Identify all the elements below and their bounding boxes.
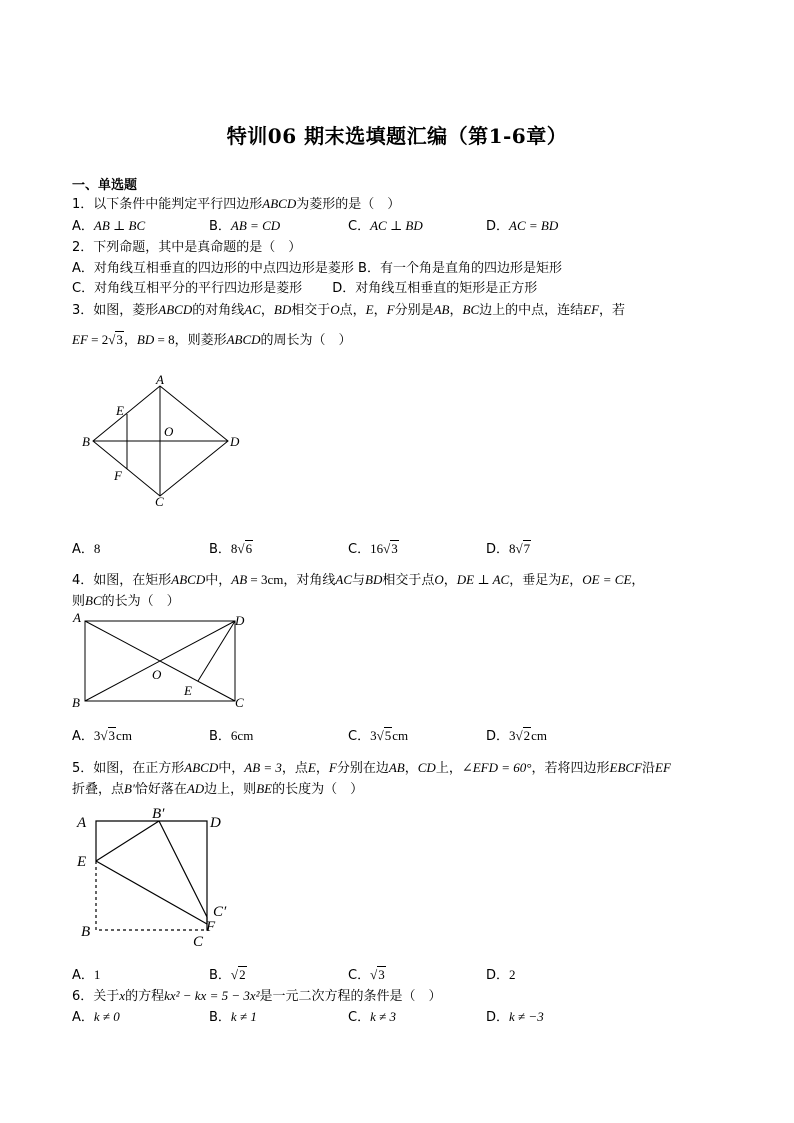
option-label: C．: [348, 729, 371, 744]
option-radicand: 5: [384, 728, 392, 743]
math: ABCD: [226, 332, 261, 347]
option-label: D．: [486, 219, 510, 234]
q3-option-b[interactable]: B．8√6: [209, 541, 253, 557]
fold-line-ef: [96, 861, 207, 924]
txt: ，: [373, 303, 387, 318]
math: E: [307, 760, 316, 775]
option-text: k ≠ 0: [93, 1009, 120, 1024]
math: BC: [462, 302, 480, 317]
math: CD: [417, 760, 436, 775]
math: x: [119, 988, 126, 1003]
q5-stem-line2: [72, 778, 363, 797]
option-label: C．: [348, 1010, 371, 1025]
label-a: A: [73, 611, 81, 625]
txt: 上，: [435, 761, 462, 776]
option-unit: cm: [116, 728, 132, 743]
txt: 分别是: [394, 303, 434, 318]
label-c-prime: C′: [213, 904, 227, 920]
option-radicand: 3: [378, 967, 385, 982]
option-label: A．: [72, 219, 94, 234]
math: EF: [583, 302, 600, 317]
math: E: [365, 302, 374, 317]
q1-stem-text: 1．以下条件中能判定平行四边形: [72, 197, 263, 212]
math: AC: [244, 302, 261, 317]
label-a: A: [156, 372, 164, 387]
label-c: C: [235, 695, 244, 710]
option-label: D．: [486, 968, 510, 983]
q4-stem-line1: [72, 569, 644, 588]
option-radicand: 2: [239, 967, 246, 982]
option-coef: 3: [370, 728, 377, 743]
q4-stem-line2: [72, 590, 180, 609]
option-label: B．: [209, 542, 231, 557]
label-d: D: [230, 434, 240, 449]
page-title: 特训06 期末选填题汇编（第1-6章）: [226, 124, 568, 148]
txt: 中，: [218, 761, 245, 776]
math: EF: [655, 760, 671, 775]
math: O: [330, 302, 340, 317]
option-value: 2: [509, 967, 516, 982]
q1-option-d[interactable]: [486, 215, 558, 234]
option-radicand: 6: [245, 541, 253, 556]
math: = 2: [87, 332, 109, 347]
math: DE ⊥ AC: [456, 572, 510, 587]
q3-stem-line2: EF = 2√3，BD = 8，则菱形ABCD的周长为（ ）: [72, 332, 352, 348]
txt: 分别在边: [336, 761, 389, 776]
label-e: E: [116, 403, 124, 418]
option-value: 6cm: [230, 728, 254, 743]
q4-option-a[interactable]: A．3√3cm: [72, 728, 132, 744]
section-heading: 一、单选题: [72, 178, 138, 193]
segment-eb-prime: [96, 821, 159, 861]
label-a: A: [77, 815, 87, 831]
math: EBCF: [609, 760, 642, 775]
q4-option-d[interactable]: D．3√2cm: [486, 728, 548, 744]
txt: 相交于点: [382, 573, 435, 588]
txt: ，: [260, 303, 274, 318]
option-label: C．: [348, 542, 371, 557]
txt: 4．如图，在矩形: [72, 573, 172, 588]
label-b-prime: B′: [152, 806, 165, 822]
q5-option-d[interactable]: [486, 964, 516, 983]
txt: ，若: [599, 303, 626, 318]
q5-option-c[interactable]: C．√3: [348, 967, 385, 983]
txt: 的周长为（ ）: [260, 333, 352, 348]
option-coef: 3: [93, 728, 101, 743]
label-e: E: [77, 854, 87, 870]
option-coef: 8: [230, 541, 238, 556]
q5-stem-line1: [72, 757, 671, 776]
txt: ，则菱形: [174, 333, 227, 348]
txt: ，: [443, 573, 457, 588]
math: ABCD: [171, 572, 206, 587]
math: AB: [231, 572, 248, 587]
math: F: [386, 302, 395, 317]
label-c: C: [155, 494, 164, 509]
q3-option-c[interactable]: C．16√3: [348, 541, 398, 557]
option-text: AB = CD: [230, 218, 281, 233]
math: OE = CE: [582, 572, 632, 587]
txt: 折叠，点: [72, 782, 125, 797]
txt: 6．关于: [72, 989, 120, 1004]
option-coef: 3: [509, 728, 516, 743]
square-dashed-edges: [96, 861, 207, 930]
option-label: B．: [209, 219, 231, 234]
option-label: A．: [72, 729, 94, 744]
q6-option-b[interactable]: [209, 1006, 257, 1025]
txt: 中，: [205, 573, 232, 588]
txt: 边上的中点，连结: [479, 303, 584, 318]
txt: 的方程: [125, 989, 165, 1004]
q4-rectangle-figure: [70, 611, 250, 711]
q3-stem-line1: [72, 299, 625, 318]
txt: ，: [404, 761, 418, 776]
q4-option-c[interactable]: C．3√5cm: [348, 728, 409, 744]
option-value: 8: [93, 541, 101, 556]
q2-stem: 2．下列命题，其中是真命题的是（ ）: [72, 240, 302, 255]
q3-rhombus-figure: [80, 372, 250, 512]
label-b: B: [82, 434, 90, 449]
q1-option-a[interactable]: [72, 215, 145, 234]
option-radicand: 3: [108, 728, 116, 743]
txt: 的对角线: [192, 303, 245, 318]
q5-option-b[interactable]: B．√2: [209, 967, 246, 983]
txt: ，对角线: [283, 573, 336, 588]
math: BD: [273, 302, 292, 317]
math: AC: [335, 572, 352, 587]
option-label: B．: [209, 729, 231, 744]
txt: 与: [352, 573, 366, 588]
txt: 沿: [642, 761, 656, 776]
square-solid-edges: [96, 821, 207, 930]
txt: ，垂足为: [509, 573, 562, 588]
math: E: [561, 572, 570, 587]
segment-b-prime-c-prime: [159, 821, 207, 917]
txt: 点，: [339, 303, 366, 318]
option-text: AC ⊥ BD: [370, 218, 423, 233]
q6-stem: [72, 985, 442, 1004]
q4-option-b[interactable]: [209, 725, 253, 744]
txt: ，: [569, 573, 583, 588]
math: BC: [85, 593, 102, 608]
label-d: D: [210, 815, 221, 831]
label-b: B: [72, 695, 80, 710]
option-label: C．: [348, 968, 371, 983]
txt: ，: [315, 761, 329, 776]
q2-options-line1[interactable]: A．对角线互相垂直的四边形的中点四边形是菱形 B．有一个角是直角的四边形是矩形: [72, 261, 562, 276]
option-label: D．: [486, 542, 510, 557]
q1-stem: [72, 193, 400, 212]
option-radicand: 7: [523, 541, 531, 556]
option-label: C．: [348, 219, 371, 234]
radicand: 3: [116, 332, 123, 347]
q1-option-c[interactable]: [348, 215, 423, 234]
math: F: [328, 760, 337, 775]
label-o: O: [164, 424, 174, 439]
option-label: A．: [72, 1010, 94, 1025]
option-label: D．: [486, 1010, 510, 1025]
math: AB = 3: [244, 760, 282, 775]
option-radicand: 3: [391, 541, 398, 556]
q1-stem-text-end: 为菱形的是（ ）: [296, 197, 401, 212]
math: ABCD: [158, 302, 193, 317]
txt: 恰好落在: [134, 782, 187, 797]
option-label: B．: [209, 968, 231, 983]
option-value: 1: [93, 967, 101, 982]
q6-option-c[interactable]: [348, 1006, 396, 1025]
option-text: k ≠ 3: [370, 1009, 396, 1024]
math: AB: [433, 302, 450, 317]
math: AB: [388, 760, 405, 775]
option-radicand: 2: [523, 728, 531, 743]
math: kx² − kx = 5 − 3x²: [164, 988, 260, 1003]
txt: 是一元二次方程的条件是（ ）: [259, 989, 442, 1004]
txt: 的长为（ ）: [101, 594, 180, 609]
option-unit: cm: [392, 728, 409, 743]
q5-option-a[interactable]: [72, 964, 100, 983]
txt: ，: [449, 303, 463, 318]
math: BD: [136, 332, 155, 347]
math: ABCD: [184, 760, 219, 775]
math: BE: [256, 781, 273, 796]
math: EF: [72, 332, 88, 347]
q1-option-b[interactable]: [209, 215, 280, 234]
option-label: A．: [72, 968, 94, 983]
option-text: AC = BD: [509, 218, 559, 233]
option-label: D．: [486, 729, 510, 744]
q6-option-a[interactable]: [72, 1006, 120, 1025]
label-f: F: [206, 919, 216, 935]
label-d: D: [235, 613, 245, 628]
math: = 3cm: [247, 572, 284, 587]
txt: 则: [72, 594, 86, 609]
q6-option-d[interactable]: [486, 1006, 544, 1025]
option-text: k ≠ −3: [509, 1009, 544, 1024]
label-b: B: [81, 924, 91, 940]
option-coef: 8: [509, 541, 516, 556]
label-f: F: [114, 468, 122, 483]
txt: ，: [123, 333, 137, 348]
option-coef: 16: [370, 541, 384, 556]
label-e: E: [184, 683, 192, 698]
math: BD: [365, 572, 383, 587]
math: B′: [124, 781, 135, 796]
label-c: C: [193, 934, 204, 950]
math: ∠EFD = 60°: [461, 760, 532, 775]
txt: ，: [631, 573, 645, 588]
option-text: AB ⊥ BC: [93, 218, 146, 233]
option-label: A．: [72, 542, 94, 557]
math: AD: [186, 781, 205, 796]
option-unit: cm: [531, 728, 548, 743]
txt: ，点: [281, 761, 308, 776]
option-text: k ≠ 1: [230, 1009, 257, 1024]
q5-square-folding-figure: [72, 805, 247, 950]
txt: 边上，则: [204, 782, 257, 797]
q3-option-d[interactable]: D．8√7: [486, 541, 531, 557]
q3-option-a[interactable]: [72, 538, 100, 557]
txt: ，若将四边形: [531, 761, 610, 776]
q1-stem-math: ABCD: [262, 196, 297, 211]
math: O: [434, 572, 444, 587]
math: = 8: [154, 332, 175, 347]
txt: 5．如图，在正方形: [72, 761, 185, 776]
segment-de: [198, 621, 235, 681]
txt: 的长度为（ ）: [272, 782, 364, 797]
option-label: B．: [209, 1010, 231, 1025]
q2-options-line2[interactable]: C．对角线互相平分的平行四边形是菱形 D．对角线互相垂直的矩形是正方形: [72, 281, 538, 296]
label-o: O: [152, 667, 162, 682]
txt: 相交于: [291, 303, 331, 318]
txt: 3．如图，菱形: [72, 303, 159, 318]
